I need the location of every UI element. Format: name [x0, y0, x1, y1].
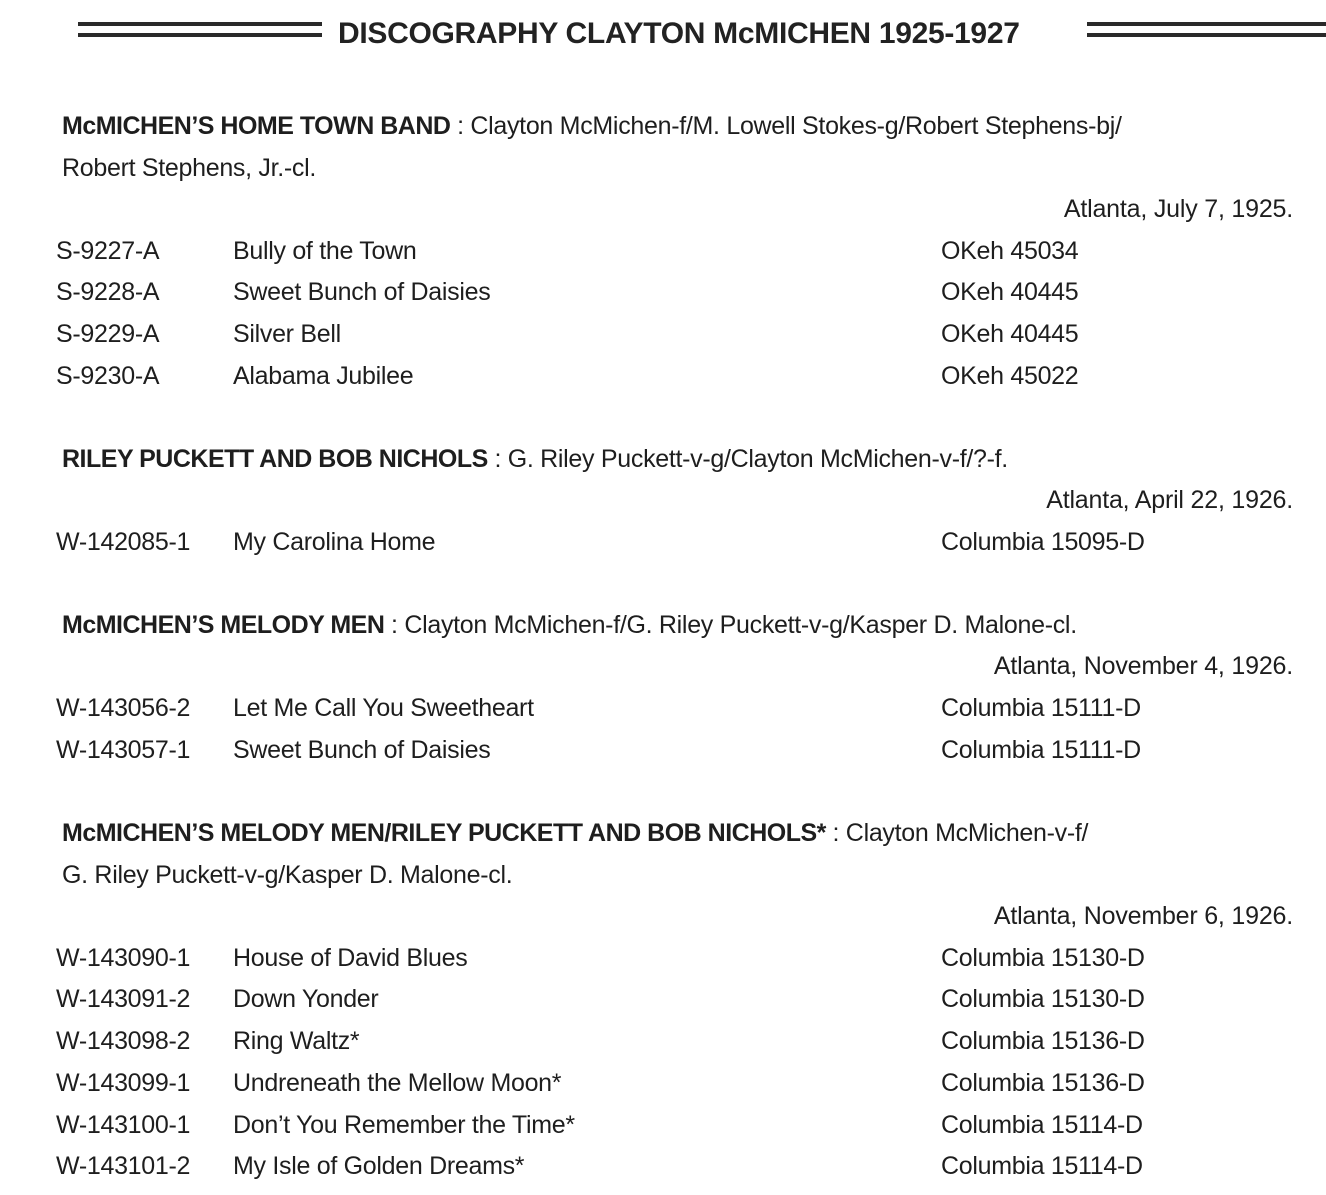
matrix-number: W-143091-2 — [56, 985, 191, 1013]
record-row — [0, 937, 1326, 979]
song-title: Down Yonder — [233, 985, 379, 1013]
record-row — [0, 313, 1326, 355]
record-row — [0, 355, 1326, 397]
personnel: : Clayton McMichen-v-f/ — [825, 819, 1089, 847]
record-label: OKeh 40445 — [941, 320, 1079, 348]
band-name: McMICHEN’S MELODY MEN/RILEY PUCKETT AND BOB NICHOLS* — [62, 819, 826, 847]
session-header — [62, 604, 1302, 646]
record-row — [0, 1104, 1326, 1146]
song-title: House of David Blues — [233, 944, 468, 972]
record-label: Columbia 15114-D — [941, 1152, 1143, 1180]
matrix-number: W-143098-2 — [56, 1027, 191, 1055]
song-title: Alabama Jubilee — [233, 362, 414, 390]
record-row — [0, 687, 1326, 729]
record-row — [0, 1145, 1326, 1187]
title-rule-left — [78, 22, 322, 26]
song-title: Sweet Bunch of Daisies — [233, 736, 491, 764]
matrix-number: W-143099-1 — [56, 1069, 191, 1097]
record-label: Columbia 15111-D — [941, 736, 1141, 764]
matrix-number: W-143056-2 — [56, 694, 191, 722]
record-row — [0, 729, 1326, 771]
song-title: Bully of the Town — [233, 237, 417, 265]
place-date: Atlanta, November 6, 1926. — [993, 902, 1293, 930]
record-label: OKeh 40445 — [941, 278, 1079, 306]
record-label: Columbia 15095-D — [941, 528, 1145, 556]
place-date: Atlanta, November 4, 1926. — [993, 652, 1293, 680]
record-label: Columbia 15130-D — [941, 985, 1145, 1013]
place-date: Atlanta, July 7, 1925. — [1063, 195, 1293, 223]
record-row — [0, 230, 1326, 272]
song-title: Let Me Call You Sweetheart — [233, 694, 534, 722]
matrix-number: W-143090-1 — [56, 944, 191, 972]
personnel: : G. Riley Puckett-v-g/Clayton McMichen-v-f/?-f. — [487, 445, 1008, 473]
matrix-number: W-143101-2 — [56, 1152, 191, 1180]
record-label: Columbia 15136-D — [941, 1027, 1145, 1055]
song-title: Ring Waltz* — [233, 1027, 360, 1055]
personnel: : Clayton McMichen-f/M. Lowell Stokes-g/Robert Stephens-bj/ — [450, 112, 1122, 140]
session-header — [62, 105, 1302, 147]
personnel-continued: G. Riley Puckett-v-g/Kasper D. Malone-cl. — [62, 861, 513, 889]
song-title: Sweet Bunch of Daisies — [233, 278, 491, 306]
place-date: Atlanta, April 22, 1926. — [1046, 486, 1293, 514]
record-row — [0, 271, 1326, 313]
band-name: RILEY PUCKETT AND BOB NICHOLS — [62, 445, 488, 473]
matrix-number: S-9230-A — [56, 362, 160, 390]
record-label: OKeh 45022 — [941, 362, 1079, 390]
record-row — [0, 978, 1326, 1020]
band-name: McMICHEN’S HOME TOWN BAND — [62, 112, 451, 140]
record-row — [0, 1020, 1326, 1062]
matrix-number: S-9227-A — [56, 237, 160, 265]
record-label: Columbia 15111-D — [941, 694, 1141, 722]
record-label: Columbia 15130-D — [941, 944, 1145, 972]
matrix-number: W-143100-1 — [56, 1111, 191, 1139]
song-title: My Carolina Home — [233, 528, 436, 556]
session-header — [62, 812, 1302, 854]
title-rule-right — [1087, 22, 1326, 26]
record-row — [0, 521, 1326, 563]
song-title: Silver Bell — [233, 320, 341, 348]
record-label: OKeh 45034 — [941, 237, 1079, 265]
record-label: Columbia 15136-D — [941, 1069, 1145, 1097]
song-title: Don’t You Remember the Time* — [233, 1111, 575, 1139]
page-title: DISCOGRAPHY CLAYTON McMICHEN 1925-1927 — [338, 17, 1020, 50]
personnel: : Clayton McMichen-f/G. Riley Puckett-v-g/Kasper D. Malone-cl. — [384, 611, 1077, 639]
matrix-number: W-143057-1 — [56, 736, 191, 764]
matrix-number: S-9228-A — [56, 278, 160, 306]
matrix-number: W-142085-1 — [56, 528, 191, 556]
record-label: Columbia 15114-D — [941, 1111, 1143, 1139]
song-title: My Isle of Golden Dreams* — [233, 1152, 525, 1180]
record-row — [0, 1062, 1326, 1104]
band-name: McMICHEN’S MELODY MEN — [62, 611, 385, 639]
matrix-number: S-9229-A — [56, 320, 160, 348]
personnel-continued: Robert Stephens, Jr.-cl. — [62, 154, 317, 182]
session-header — [62, 438, 1302, 480]
title-row — [0, 12, 1326, 56]
song-title: Undreneath the Mellow Moon* — [233, 1069, 562, 1097]
